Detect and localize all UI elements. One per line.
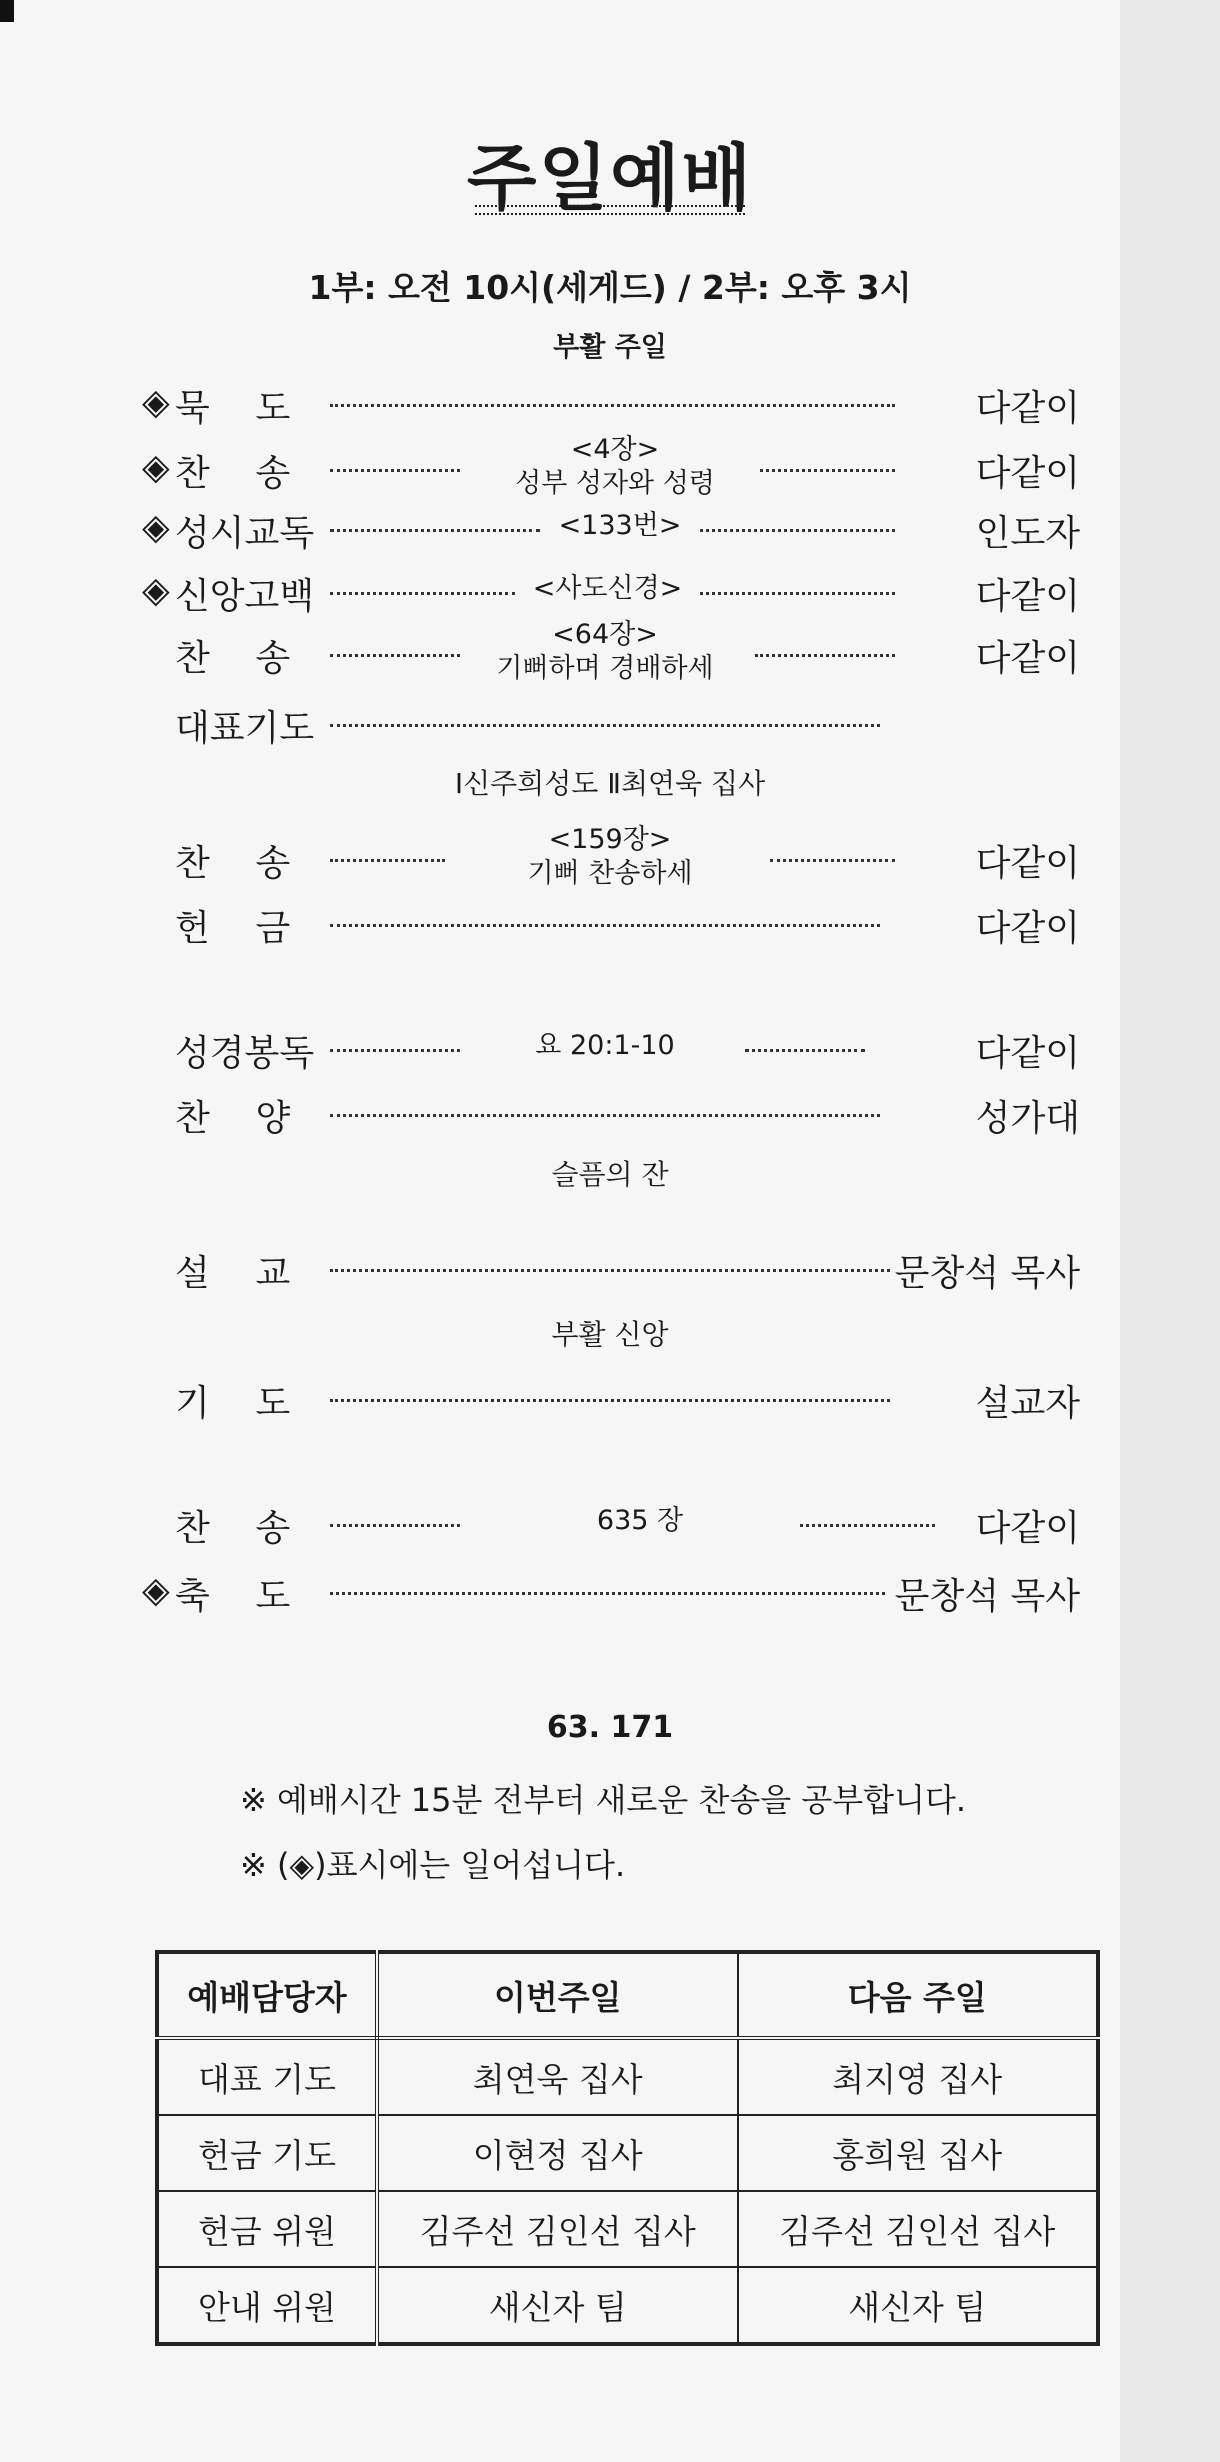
detail-secondary: 기뻐하며 경배하세 [496, 653, 714, 684]
order-item-leader: 다같이 [975, 388, 1080, 429]
stand-marker-icon: ◈ [142, 570, 170, 611]
order-item-label: 설 교 [175, 1253, 291, 1294]
detail-primary: <133번> [558, 510, 682, 541]
order-item [0, 1025, 1120, 1073]
this-week-cell: 새신자 팀 [377, 2267, 738, 2344]
order-item-detail [450, 823, 770, 891]
dotted-leader [755, 654, 895, 657]
dotted-leader [330, 1399, 890, 1402]
order-item-label: 성시교독 [175, 513, 315, 554]
order-item-label: 묵 도 [175, 388, 291, 429]
role-cell: 헌금 기도 [157, 2115, 377, 2191]
occasion-title: 부활 주일 [553, 332, 667, 363]
dotted-leader [330, 592, 515, 595]
table-row [157, 2191, 1098, 2267]
role-cell: 안내 위원 [157, 2267, 377, 2344]
stand-marker-icon: ◈ [142, 507, 170, 548]
notice-hymn-study: ※ 예배시간 15분 전부터 새로운 찬송을 공부합니다. [240, 1781, 967, 1819]
order-item [0, 1500, 1120, 1548]
order-item-leader: 다같이 [975, 1033, 1080, 1074]
dotted-leader [330, 1524, 460, 1527]
order-item [0, 434, 1120, 499]
order-item-detail [515, 572, 700, 606]
notice-stand: ※ (◈)표시에는 일어섭니다. [240, 1846, 626, 1884]
order-item-detail [470, 433, 760, 501]
this-week-cell: 최연욱 집사 [377, 2038, 738, 2115]
order-item-label: 신앙고백 [175, 576, 315, 617]
sermon-title: 부활 신앙 [551, 1318, 669, 1351]
attendance-count: 63. 171 [546, 1710, 674, 1745]
dotted-leader [700, 592, 895, 595]
dotted-leader [330, 859, 445, 862]
order-item-leader: 다같이 [975, 453, 1080, 494]
order-item-leader: 설교자 [975, 1383, 1080, 1424]
order-item-label: 찬 송 [175, 843, 291, 884]
page-edge [1120, 0, 1220, 2462]
order-item [0, 1375, 1120, 1423]
order-item [0, 824, 1120, 889]
order-item-label: 축 도 [175, 1576, 291, 1617]
dotted-leader [330, 1114, 880, 1117]
dotted-leader [330, 1592, 885, 1595]
order-item [0, 380, 1120, 428]
dotted-leader [330, 1049, 460, 1052]
dotted-leader [330, 924, 880, 927]
service-schedule: 1부: 오전 10시(세게드) / 2부: 오후 3시 [308, 268, 912, 307]
order-item-leader: 문창석 목사 [894, 1253, 1080, 1294]
role-cell: 헌금 위원 [157, 2191, 377, 2267]
dotted-leader [330, 404, 895, 407]
title-underline [475, 205, 745, 215]
order-item-leader: 성가대 [975, 1098, 1080, 1139]
table-row [157, 2038, 1098, 2115]
order-item-label: 찬 송 [175, 1508, 291, 1549]
dotted-leader [330, 724, 880, 727]
order-item-label: 찬 양 [175, 1098, 291, 1139]
detail-secondary: 성부 성자와 성령 [515, 468, 715, 499]
header-next-week: 다음 주일 [738, 1952, 1099, 2038]
next-week-cell: 최지영 집사 [738, 2038, 1099, 2115]
dotted-leader [760, 469, 895, 472]
order-item-label: 기 도 [175, 1383, 291, 1424]
dotted-leader [745, 1049, 865, 1052]
order-item-label: 찬 송 [175, 453, 291, 494]
header-this-week: 이번주일 [377, 1952, 738, 2038]
order-item-leader: 다같이 [975, 843, 1080, 884]
dotted-leader [770, 859, 895, 862]
duty-table [155, 1950, 1100, 2346]
order-item-label: 성경봉독 [175, 1033, 315, 1074]
detail-primary: <사도신경> [532, 573, 683, 604]
this-week-cell: 김주선 김인선 집사 [377, 2191, 738, 2267]
detail-primary: 요 20:1-10 [535, 1030, 675, 1061]
dotted-leader [330, 529, 540, 532]
stand-marker-icon: ◈ [142, 447, 170, 488]
prayer-note: Ⅰ신주희성도 Ⅱ최연욱 집사 [454, 767, 766, 800]
dotted-leader [800, 1524, 935, 1527]
order-item-leader: 다같이 [975, 576, 1080, 617]
detail-primary: 635 장 [596, 1505, 684, 1536]
order-item-leader: 다같이 [975, 1508, 1080, 1549]
dotted-leader [700, 529, 895, 532]
order-item [0, 1245, 1120, 1293]
order-item-leader: 다같이 [975, 638, 1080, 679]
table-row [157, 2267, 1098, 2344]
next-week-cell: 새신자 팀 [738, 2267, 1099, 2344]
stand-marker-icon: ◈ [142, 1570, 170, 1611]
dotted-leader [330, 654, 460, 657]
order-item-detail [455, 618, 755, 686]
anthem-title: 슬픔의 잔 [551, 1158, 669, 1191]
next-week-cell: 김주선 김인선 집사 [738, 2191, 1099, 2267]
dotted-leader [330, 1269, 890, 1272]
detail-secondary: 기뻐 찬송하세 [527, 858, 693, 889]
next-week-cell: 홍희원 집사 [738, 2115, 1099, 2191]
table-row [157, 2115, 1098, 2191]
duty-table-header [157, 1952, 1098, 2038]
order-item [0, 505, 1120, 553]
dotted-leader [330, 469, 460, 472]
order-item-detail [520, 1504, 760, 1538]
order-item-leader: 문창석 목사 [894, 1576, 1080, 1617]
order-item-leader: 다같이 [975, 908, 1080, 949]
order-item-leader: 인도자 [975, 513, 1080, 554]
detail-primary: <64장> [552, 619, 658, 650]
order-item-label: 찬 송 [175, 638, 291, 679]
stand-marker-icon: ◈ [142, 382, 170, 423]
page-title: 주일예배 [466, 136, 754, 220]
detail-primary: <159장> [548, 824, 672, 855]
detail-primary: <4장> [570, 434, 660, 465]
this-week-cell: 이현정 집사 [377, 2115, 738, 2191]
corner-mark [0, 0, 14, 22]
header-role: 예배담당자 [157, 1952, 377, 2038]
order-item-label: 헌 금 [175, 908, 291, 949]
order-item [0, 700, 1120, 748]
order-item [0, 619, 1120, 684]
order-item [0, 1568, 1120, 1616]
order-item-detail [490, 1029, 720, 1063]
order-item [0, 900, 1120, 948]
order-item-detail [540, 509, 700, 543]
order-item [0, 568, 1120, 616]
role-cell: 대표 기도 [157, 2038, 377, 2115]
order-item [0, 1090, 1120, 1138]
order-item-label: 대표기도 [175, 708, 315, 749]
